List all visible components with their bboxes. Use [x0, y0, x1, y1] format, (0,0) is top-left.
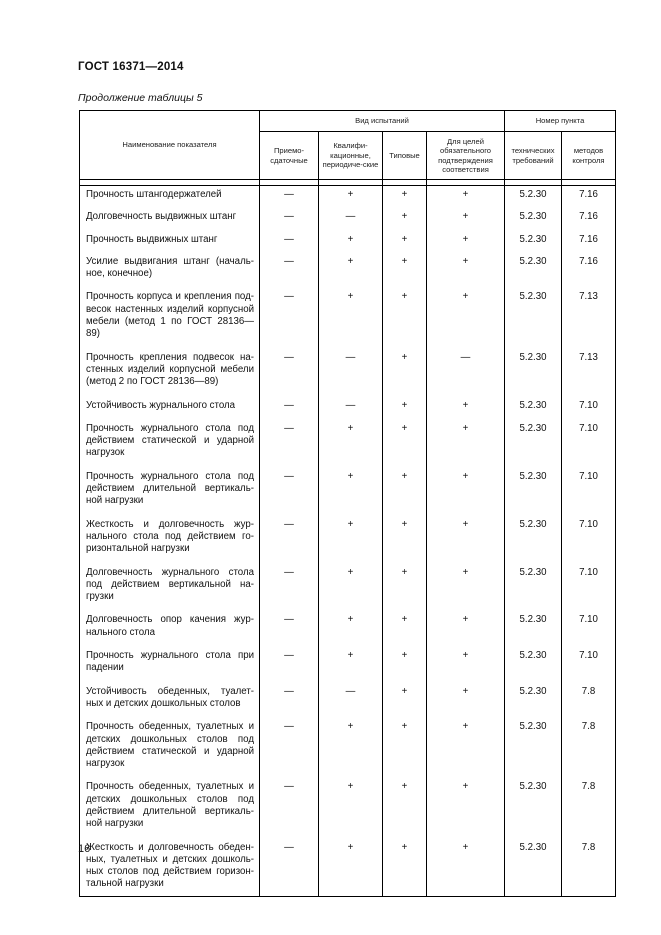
control-method-cell: 7.16	[562, 203, 616, 225]
qualification-cell: —	[319, 677, 383, 713]
tech-req-cell: 5.2.30	[505, 677, 562, 713]
indicator-cell: Устойчивость обеденных, туалет-ных и детских дошкольных столов	[80, 677, 260, 713]
qualification-cell: +	[319, 833, 383, 897]
type-tests-cell: +	[383, 833, 427, 897]
indicator-cell: Долговечность опор качения жур-нального стола	[80, 605, 260, 641]
acceptance-cell: —	[260, 677, 319, 713]
indicator-cell: Прочность крепления подвесок на-стенных изделий корпусной мебели (метод 2 по ГОСТ 28136—89)	[80, 343, 260, 391]
type-tests-cell: +	[383, 605, 427, 641]
type-tests-cell: +	[383, 282, 427, 342]
qualification-cell: —	[319, 391, 383, 414]
control-method-cell: 7.8	[562, 772, 616, 832]
certification-cell: +	[427, 248, 505, 283]
table-row	[80, 391, 616, 414]
acceptance-cell: —	[260, 226, 319, 248]
control-method-cell: 7.10	[562, 641, 616, 677]
tech-req-cell: 5.2.30	[505, 203, 562, 225]
table-row	[80, 414, 616, 462]
table-row	[80, 462, 616, 510]
certification-cell: +	[427, 203, 505, 225]
type-tests-cell: +	[383, 203, 427, 225]
indicator-cell: Прочность журнального стола под действием длительной вертикаль-ной нагрузки	[80, 462, 260, 510]
header-qualification: Квалифи-кационные, периодиче-ские	[319, 132, 383, 180]
table-row	[80, 641, 616, 677]
certification-cell: +	[427, 186, 505, 204]
qualification-cell: +	[319, 605, 383, 641]
acceptance-cell: —	[260, 772, 319, 832]
acceptance-cell: —	[260, 391, 319, 414]
table-row	[80, 772, 616, 832]
table-row	[80, 203, 616, 225]
header-type-tests: Типовые	[383, 132, 427, 180]
certification-cell: +	[427, 677, 505, 713]
qualification-cell: +	[319, 641, 383, 677]
control-method-cell: 7.8	[562, 712, 616, 772]
qualification-cell: +	[319, 558, 383, 606]
indicator-cell: Долговечность журнального стола под действием вертикальной на-грузки	[80, 558, 260, 606]
tech-req-cell: 5.2.30	[505, 226, 562, 248]
tech-req-cell: 5.2.30	[505, 282, 562, 342]
control-method-cell: 7.16	[562, 186, 616, 204]
table-row	[80, 558, 616, 606]
acceptance-cell: —	[260, 282, 319, 342]
control-method-cell: 7.8	[562, 833, 616, 897]
type-tests-cell: +	[383, 510, 427, 558]
header-certification: Для целей обязательного подтверждения соответствия	[427, 132, 505, 180]
header-test-type-group: Вид испытаний	[260, 111, 505, 132]
qualification-cell: +	[319, 510, 383, 558]
header-indicator: Наименование показателя	[80, 111, 260, 180]
table-row	[80, 248, 616, 283]
tech-req-cell: 5.2.30	[505, 605, 562, 641]
qualification-cell: —	[319, 343, 383, 391]
tech-req-cell: 5.2.30	[505, 641, 562, 677]
control-method-cell: 7.13	[562, 282, 616, 342]
tech-req-cell: 5.2.30	[505, 391, 562, 414]
acceptance-cell: —	[260, 558, 319, 606]
type-tests-cell: +	[383, 186, 427, 204]
certification-cell: +	[427, 510, 505, 558]
control-method-cell: 7.10	[562, 462, 616, 510]
type-tests-cell: +	[383, 677, 427, 713]
certification-cell: +	[427, 391, 505, 414]
certification-cell: +	[427, 462, 505, 510]
tech-req-cell: 5.2.30	[505, 772, 562, 832]
certification-cell: +	[427, 833, 505, 897]
qualification-cell: +	[319, 282, 383, 342]
header-clause-group: Номер пункта	[505, 111, 616, 132]
qualification-cell: +	[319, 226, 383, 248]
table-row	[80, 833, 616, 897]
certification-cell: +	[427, 226, 505, 248]
header-control-methods: методов контроля	[562, 132, 616, 180]
qualification-cell: +	[319, 248, 383, 283]
indicator-cell: Прочность корпуса и крепления под-весок настенных изделий корпусной мебели (метод 1 по ГОСТ 28136—89)	[80, 282, 260, 342]
acceptance-cell: —	[260, 248, 319, 283]
table-row	[80, 186, 616, 204]
page-number: 16	[78, 843, 91, 855]
indicator-cell: Прочность штангодержателей	[80, 186, 260, 204]
acceptance-cell: —	[260, 462, 319, 510]
tech-req-cell: 5.2.30	[505, 833, 562, 897]
tech-req-cell: 5.2.30	[505, 343, 562, 391]
type-tests-cell: +	[383, 414, 427, 462]
qualification-cell: +	[319, 462, 383, 510]
acceptance-cell: —	[260, 605, 319, 641]
table-caption: Продолжение таблицы 5	[78, 92, 203, 104]
type-tests-cell: +	[383, 462, 427, 510]
header-acceptance: Приемо-сдаточные	[260, 132, 319, 180]
header-tech-req: технических требований	[505, 132, 562, 180]
indicator-cell: Жесткость и долговечность жур-нального стола под действием го-ризонтальной нагрузки	[80, 510, 260, 558]
type-tests-cell: +	[383, 226, 427, 248]
acceptance-cell: —	[260, 343, 319, 391]
table-row	[80, 282, 616, 342]
certification-cell: +	[427, 772, 505, 832]
tech-req-cell: 5.2.30	[505, 248, 562, 283]
table-row	[80, 677, 616, 713]
control-method-cell: 7.16	[562, 248, 616, 283]
type-tests-cell: +	[383, 248, 427, 283]
certification-cell: +	[427, 414, 505, 462]
control-method-cell: 7.10	[562, 558, 616, 606]
certification-cell: +	[427, 641, 505, 677]
control-method-cell: 7.16	[562, 226, 616, 248]
acceptance-cell: —	[260, 833, 319, 897]
tech-req-cell: 5.2.30	[505, 462, 562, 510]
control-method-cell: 7.10	[562, 414, 616, 462]
table-row	[80, 226, 616, 248]
table-row	[80, 605, 616, 641]
table-row	[80, 712, 616, 772]
tech-req-cell: 5.2.30	[505, 186, 562, 204]
indicator-cell: Жесткость и долговечность обеден-ных, туалетных и детских дошколь-ных столов под действием горизон-тальной нагрузки	[80, 833, 260, 897]
type-tests-cell: +	[383, 641, 427, 677]
acceptance-cell: —	[260, 712, 319, 772]
table-row	[80, 343, 616, 391]
acceptance-cell: —	[260, 414, 319, 462]
qualification-cell: +	[319, 414, 383, 462]
qualification-cell: +	[319, 772, 383, 832]
type-tests-cell: +	[383, 343, 427, 391]
indicator-cell: Прочность обеденных, туалетных и детских дошкольных столов под действием статической и ударной нагрузок	[80, 712, 260, 772]
indicator-cell: Устойчивость журнального стола	[80, 391, 260, 414]
type-tests-cell: +	[383, 712, 427, 772]
document-title: ГОСТ 16371—2014	[78, 61, 184, 73]
indicator-cell: Прочность выдвижных штанг	[80, 226, 260, 248]
table-body	[80, 186, 616, 897]
certification-cell: +	[427, 282, 505, 342]
control-method-cell: 7.8	[562, 677, 616, 713]
control-method-cell: 7.10	[562, 391, 616, 414]
type-tests-cell: +	[383, 558, 427, 606]
tech-req-cell: 5.2.30	[505, 712, 562, 772]
certification-cell: —	[427, 343, 505, 391]
certification-cell: +	[427, 605, 505, 641]
indicator-cell: Прочность журнального стола при падении	[80, 641, 260, 677]
acceptance-cell: —	[260, 510, 319, 558]
acceptance-cell: —	[260, 186, 319, 204]
qualification-cell: +	[319, 712, 383, 772]
control-method-cell: 7.10	[562, 510, 616, 558]
certification-cell: +	[427, 712, 505, 772]
type-tests-cell: +	[383, 772, 427, 832]
tech-req-cell: 5.2.30	[505, 558, 562, 606]
qualification-cell: —	[319, 203, 383, 225]
table-row	[80, 510, 616, 558]
type-tests-cell: +	[383, 391, 427, 414]
acceptance-cell: —	[260, 203, 319, 225]
indicator-cell: Долговечность выдвижных штанг	[80, 203, 260, 225]
acceptance-cell: —	[260, 641, 319, 677]
tech-req-cell: 5.2.30	[505, 510, 562, 558]
indicator-cell: Усилие выдвигания штанг (началь-ное, конечное)	[80, 248, 260, 283]
certification-cell: +	[427, 558, 505, 606]
indicator-cell: Прочность журнального стола под действием статической и ударной нагрузок	[80, 414, 260, 462]
tech-req-cell: 5.2.30	[505, 414, 562, 462]
tests-table	[79, 110, 616, 897]
qualification-cell: +	[319, 186, 383, 204]
indicator-cell: Прочность обеденных, туалетных и детских дошкольных столов под действием длительной вертикаль-ной нагрузки	[80, 772, 260, 832]
control-method-cell: 7.10	[562, 605, 616, 641]
control-method-cell: 7.13	[562, 343, 616, 391]
